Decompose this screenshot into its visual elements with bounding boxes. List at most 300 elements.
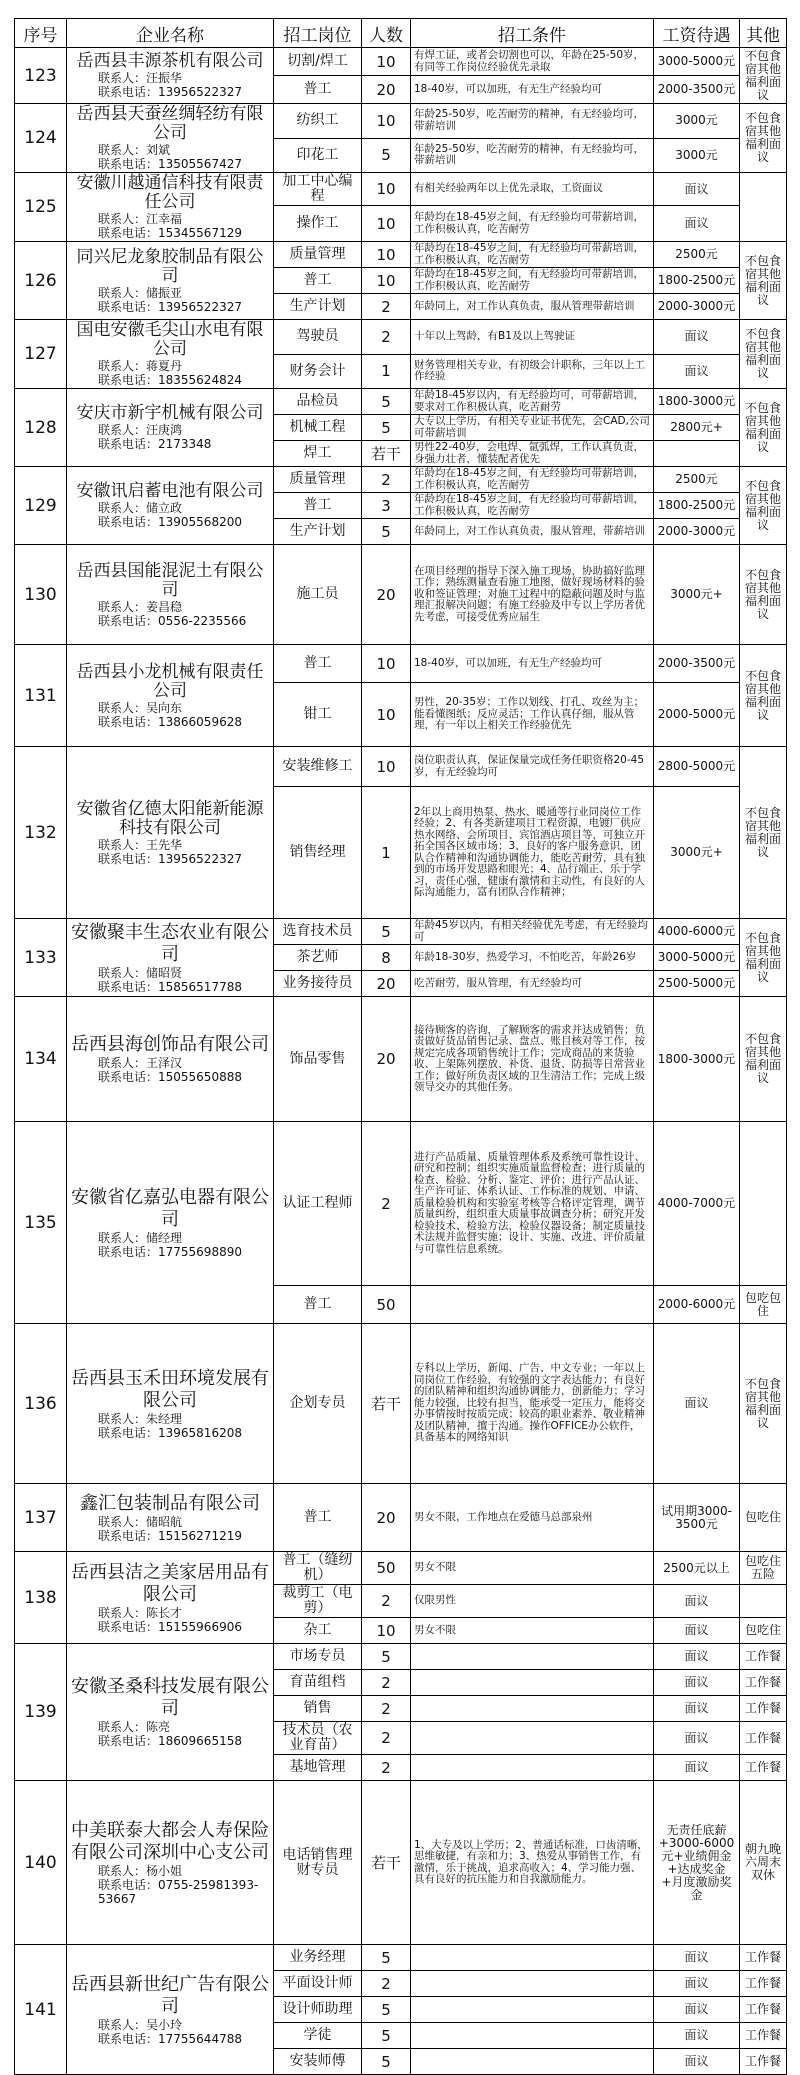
job-requirements xyxy=(411,1945,654,1971)
benefits: 工作餐 xyxy=(740,1997,787,2023)
company-name: 岳西县天蚕丝绸轻纺有限公司 xyxy=(76,104,264,143)
job-wage: 2500元 xyxy=(654,467,740,493)
company-cell xyxy=(67,1484,274,1552)
contact-person: 联系人：陈长才 xyxy=(98,1605,183,1620)
job-count: 10 xyxy=(362,48,411,76)
job-requirements xyxy=(411,1644,654,1670)
job-wage: 1800-2500元 xyxy=(654,493,740,519)
job-count: 2 xyxy=(362,1670,411,1696)
row-number: 127 xyxy=(15,320,67,389)
job-count: 若干 xyxy=(362,441,411,467)
job-count: 10 xyxy=(362,104,411,139)
contact-phone: 联系电话：13956522327 xyxy=(98,299,242,314)
benefits: 不包食宿其他福利面议 xyxy=(740,467,787,545)
row-number: 126 xyxy=(15,242,67,320)
job-wage: 2000-3500元 xyxy=(654,76,740,104)
benefits: 工作餐 xyxy=(740,1644,787,1670)
benefits: 不包食宿其他福利面议 xyxy=(740,919,787,997)
job-requirements: 有焊工证，或者会切割也可以，年龄在25-50岁，有同等工作岗位经验优先录取 xyxy=(411,48,654,76)
job-count: 2 xyxy=(362,1696,411,1722)
contact-phone: 联系电话：2173348 xyxy=(98,437,212,451)
contact-person: 联系人：王先华 xyxy=(98,837,183,852)
job-requirements: 男女不限，工作地点在爱德马总部泉州 xyxy=(411,1484,654,1552)
contact-person: 联系人：陈亮 xyxy=(98,1720,171,1734)
job-count: 10 xyxy=(362,747,411,787)
job-position: 机械工程 xyxy=(274,415,362,441)
row-number: 135 xyxy=(15,1122,67,1324)
contact-person: 联系人：姜昌稳 xyxy=(98,599,183,614)
job-count: 8 xyxy=(362,945,411,971)
row-number: 131 xyxy=(15,645,67,747)
job-requirements: 专科以上学历，新闻、广告、中文专业；一年以上同岗位工作经验，有较强的文字表达能力；有良好的团队精神和组织沟通协调能力，创新能力；学习能力较强，比较有担当，能承受一定压力，能将交办事情按时按质完成；较高的职业素养、敬业精神及团队精神，擅于沟通。操作OFFICE办公软件，具备基本的网络知识 xyxy=(411,1324,654,1484)
job-requirements: 年龄均在18-45岁之间，有无经验均可带薪培训，工作积极认真，吃苦耐劳 xyxy=(411,242,654,268)
company-cell xyxy=(67,747,274,919)
job-position: 财务会计 xyxy=(274,354,362,389)
job-position: 品检员 xyxy=(274,389,362,415)
job-wage: 3000元 xyxy=(654,104,740,139)
job-wage: 4000-7000元 xyxy=(654,1122,740,1286)
job-position: 安装维修工 xyxy=(274,747,362,787)
contact-phone: 联系电话：15156271219 xyxy=(98,1528,242,1543)
company-name: 安徽川越通信科技有限责任公司 xyxy=(76,173,264,212)
company-cell xyxy=(67,467,274,545)
benefits xyxy=(740,1585,787,1618)
company-name: 岳西县丰源茶机有限公司 xyxy=(76,51,264,71)
table-row xyxy=(15,48,787,76)
job-requirements: 财务管理相关专业，有初级会计职称，三年以上工作经验 xyxy=(411,354,654,389)
table-row xyxy=(15,997,787,1122)
job-wage: 面议 xyxy=(654,173,740,206)
header-count: 人数 xyxy=(362,19,411,48)
job-requirements: 在项目经理的指导下深入施工现场，协助搞好监理工作；熟练测量查看施工地图，做好现场材料的验收和签证管理；对施工过程中的隐蔽问题及时与监理汇报解决问题；有施工经验及中专以上学历者优先考虑，可接受优秀应届生 xyxy=(411,545,654,645)
job-requirements: 年龄均在18-45岁之间，有无经验均可带薪培训，工作积极认真，吃苦耐劳 xyxy=(411,467,654,493)
job-count: 1 xyxy=(362,787,411,919)
company-cell xyxy=(67,320,274,389)
job-position: 生产计划 xyxy=(274,294,362,320)
job-wage: 3000-5000元 xyxy=(654,48,740,76)
job-wage: 2500元 xyxy=(654,242,740,268)
job-position: 生产计划 xyxy=(274,519,362,545)
job-count: 20 xyxy=(362,997,411,1122)
job-count: 2 xyxy=(362,1122,411,1286)
job-wage: 面议 xyxy=(654,1722,740,1755)
job-position: 普工 xyxy=(274,268,362,294)
company-cell xyxy=(67,173,274,242)
job-position: 加工中心编程 xyxy=(274,173,362,206)
header-requirements: 招工条件 xyxy=(411,19,654,48)
contact-person: 联系人：储昭航 xyxy=(98,1514,183,1529)
job-wage: 2000-6000元 xyxy=(654,1286,740,1324)
table-row xyxy=(15,1552,787,1585)
contact-phone: 联系电话：18609665158 xyxy=(98,1734,242,1748)
job-wage: 面议 xyxy=(654,1971,740,1997)
job-requirements: 进行产品质量、质量管理体系及系统可靠性设计、研究和控制；组织实施质量监督检查；进行质量的检查、检验、分析、鉴定、评价；进行产品认证、生产许可证、体系认证、工作标准的规划、申请、质量检验机构和实验室考核等合格评定管理，调节质量纠纷，组织重大质量事故调查分析；研究开发检验技术、检验方法，检验仪器设备；制定质量技术法规并监督实施；设计、实施、改进、评价质量与可靠性信息系统。 xyxy=(411,1122,654,1286)
contact-person: 联系人：汪庚鸿 xyxy=(98,423,183,437)
job-position: 纺织工 xyxy=(274,104,362,139)
benefits: 不包食宿其他福利面议 xyxy=(740,389,787,467)
benefits: 不包食宿其他福利面议 xyxy=(740,48,787,104)
job-position: 普工 xyxy=(274,645,362,683)
job-wage: 面议 xyxy=(654,1670,740,1696)
job-requirements: 年龄18-30岁，热爱学习，不怕吃苦，年龄26岁 xyxy=(411,945,654,971)
company-cell xyxy=(67,242,274,320)
company-name: 安徽省亿嘉弘电器有限公司 xyxy=(71,1186,269,1230)
company-name: 鑫汇包装制品有限公司 xyxy=(80,1492,260,1514)
contact-phone: 联系电话：13956522327 xyxy=(98,851,242,866)
table-row xyxy=(15,747,787,787)
company-cell xyxy=(67,919,274,997)
job-count: 20 xyxy=(362,76,411,104)
company-cell xyxy=(67,48,274,104)
job-requirements: 18-40岁，可以加班，有无生产经验均可 xyxy=(411,645,654,683)
job-wage: 3000元 xyxy=(654,138,740,173)
contact-person: 联系人：王泽汉 xyxy=(98,1056,183,1070)
job-wage: 2000-3500元 xyxy=(654,645,740,683)
benefits: 工作餐 xyxy=(740,1670,787,1696)
row-number: 139 xyxy=(15,1644,67,1781)
job-requirements: 岗位职责认真，保证保量完成任务任职资格20-45岁，有无经验均可 xyxy=(411,747,654,787)
contact-phone: 联系电话：13965816208 xyxy=(98,1425,242,1440)
table-row xyxy=(15,173,787,206)
benefits: 包吃住 xyxy=(740,1484,787,1552)
contact-phone: 联系电话：17755644788 xyxy=(98,2031,242,2046)
benefits: 不包食宿其他福利面议 xyxy=(740,645,787,747)
contact-person: 联系人：储振亚 xyxy=(98,285,183,300)
benefits xyxy=(740,173,787,242)
job-count: 20 xyxy=(362,545,411,645)
company-cell xyxy=(67,1781,274,1945)
job-requirements: 男女不限 xyxy=(411,1618,654,1644)
company-cell xyxy=(67,1945,274,2075)
benefits: 工作餐 xyxy=(740,1945,787,1971)
company-name: 岳西县洁之美家居用品有限公司 xyxy=(71,1561,269,1605)
table-row xyxy=(15,242,787,268)
job-requirements: 1、大专及以上学历；2、普通话标准，口齿清晰，思维敏捷，有亲和力；3、热爱从事销售工作，有激情，乐于挑战，追求高收入；4、学习能力强、具有良好的抗压能力和自我激励能力。 xyxy=(411,1781,654,1945)
job-wage: 面议 xyxy=(654,2049,740,2075)
contact-person: 联系人：朱经理 xyxy=(98,1411,183,1426)
benefits: 不包食宿其他福利面议 xyxy=(740,545,787,645)
job-count: 3 xyxy=(362,493,411,519)
company-name: 安徽聚丰生态农业有限公司 xyxy=(71,921,269,965)
contact-phone: 联系电话：13905568200 xyxy=(98,515,242,529)
company-cell xyxy=(67,1552,274,1644)
company-name: 安庆市新宇机械有限公司 xyxy=(76,403,264,423)
job-position: 钳工 xyxy=(274,683,362,747)
contact-person: 联系人：江幸福 xyxy=(98,212,183,226)
company-name: 安徽省亿德太阳能新能源科技有限公司 xyxy=(76,798,264,838)
row-number: 133 xyxy=(15,919,67,997)
job-count: 2 xyxy=(362,320,411,355)
job-requirements xyxy=(411,1971,654,1997)
company-cell xyxy=(67,1644,274,1781)
job-position: 施工员 xyxy=(274,545,362,645)
job-requirements xyxy=(411,1670,654,1696)
job-count: 5 xyxy=(362,2023,411,2049)
benefits: 包吃住五险 xyxy=(740,1552,787,1585)
job-position: 操作工 xyxy=(274,206,362,242)
job-position: 育苗组档 xyxy=(274,1670,362,1696)
job-wage: 面议 xyxy=(654,1324,740,1484)
job-wage: 3000元+ xyxy=(654,787,740,919)
row-number: 141 xyxy=(15,1945,67,2075)
company-name: 安徽讯启蓄电池有限公司 xyxy=(76,481,264,501)
job-position: 技术员（农业育苗） xyxy=(274,1722,362,1755)
job-count: 若干 xyxy=(362,1781,411,1945)
job-wage: 1800-2500元 xyxy=(654,268,740,294)
job-requirements: 年龄同上，对工作认真负责，服从管理带薪培训 xyxy=(411,294,654,320)
job-wage: 2800-5000元 xyxy=(654,747,740,787)
company-name: 安徽圣桑科技发展有限公司 xyxy=(71,1676,269,1719)
table-row xyxy=(15,1781,787,1945)
job-count: 5 xyxy=(362,519,411,545)
row-number: 136 xyxy=(15,1324,67,1484)
company-name: 同兴尼龙象胶制品有限公司 xyxy=(76,246,264,286)
benefits: 工作餐 xyxy=(740,2023,787,2049)
job-wage: 3000元+ xyxy=(654,545,740,645)
job-count: 10 xyxy=(362,645,411,683)
job-wage: 面议 xyxy=(654,320,740,355)
job-position: 销售 xyxy=(274,1696,362,1722)
job-count: 2 xyxy=(362,1971,411,1997)
benefits: 不包食宿其他福利面议 xyxy=(740,104,787,173)
job-requirements xyxy=(411,1722,654,1755)
row-number: 125 xyxy=(15,173,67,242)
table-row xyxy=(15,1945,787,1971)
job-count: 5 xyxy=(362,2049,411,2075)
job-requirements xyxy=(411,1696,654,1722)
job-position: 普工 xyxy=(274,1286,362,1324)
job-requirements: 2年以上商用热泵、热水、暖通等行业同岗位工作经验；2、有各类新建项目工程资源，电镀厂供应热水网络、会所项目、宾馆酒店项目等，可独立开拓全国各区域市场；3、良好的客户服务意识，团队合作精神和沟通协调能力，能吃苦耐劳，具有独到的市场开发思路和眼光；4、品行端正、乐于学习，责任心强，健康有激情和主动性，有良好的人际沟通能力，富有团队合作精神； xyxy=(411,787,654,919)
job-requirements: 年龄均在18-45岁之间，有无经验均可带薪培训，工作积极认真，吃苦耐劳 xyxy=(411,206,654,242)
job-wage: 无责任底薪+3000-6000元+业绩佣金+达成奖金+月度激励奖金 xyxy=(654,1781,740,1945)
job-position: 基地管理 xyxy=(274,1755,362,1781)
job-wage: 面议 xyxy=(654,206,740,242)
benefits: 不包食宿其他福利面议 xyxy=(740,747,787,919)
benefits: 包吃包住 xyxy=(740,1286,787,1324)
job-requirements: 接待顾客的咨询，了解顾客的需求并达成销售；负责做好货品销售记录、盘点、账目核对等工作，按规定完成各项销售统计工作；完成商品的来货验收、上架陈列摆放、补货、退货、防损等日常营业工作；做好所负责区域的卫生清洁工作；完成上级领导交办的其他任务。 xyxy=(411,997,654,1122)
job-requirements xyxy=(411,2049,654,2075)
job-position: 业务接待员 xyxy=(274,971,362,997)
job-position: 普工 xyxy=(274,1484,362,1552)
row-number: 128 xyxy=(15,389,67,467)
table-row xyxy=(15,1122,787,1286)
benefits: 不包食宿其他福利面议 xyxy=(740,242,787,320)
contact-phone: 联系电话：15155966906 xyxy=(98,1619,242,1634)
job-wage: 2800元+ xyxy=(654,415,740,441)
row-number: 138 xyxy=(15,1552,67,1644)
table-row xyxy=(15,1324,787,1484)
job-wage: 面议 xyxy=(654,1696,740,1722)
company-name: 岳西县玉禾田环境发展有限公司 xyxy=(71,1367,269,1411)
job-position: 认证工程师 xyxy=(274,1122,362,1286)
contact-person: 联系人：储经理 xyxy=(98,1230,183,1245)
job-requirements: 男性22-40岁，会电焊、氩弧焊，工作认真负责，身强力壮者，懂装配者优先 xyxy=(411,441,654,467)
job-count: 5 xyxy=(362,138,411,173)
job-wage: 面议 xyxy=(654,1644,740,1670)
table-row xyxy=(15,919,787,945)
job-position: 普工 xyxy=(274,493,362,519)
job-position: 印花工 xyxy=(274,138,362,173)
company-cell xyxy=(67,645,274,747)
benefits: 工作餐 xyxy=(740,1722,787,1755)
job-wage: 试用期3000-3500元 xyxy=(654,1484,740,1552)
job-count: 2 xyxy=(362,1722,411,1755)
header-row xyxy=(15,19,787,48)
contact-phone: 联系电话：15345567129 xyxy=(98,226,242,240)
row-number: 124 xyxy=(15,104,67,173)
contact-person: 联系人：刘斌 xyxy=(98,143,171,157)
header-wage: 工资待遇 xyxy=(654,19,740,48)
table-row xyxy=(15,645,787,683)
job-position: 裁剪工（电剪） xyxy=(274,1585,362,1618)
benefits: 不包食宿其他福利面议 xyxy=(740,320,787,389)
job-count: 5 xyxy=(362,1997,411,2023)
job-wage: 2500元以上 xyxy=(654,1552,740,1585)
job-wage: 面议 xyxy=(654,1618,740,1644)
job-wage xyxy=(654,441,740,467)
header-other: 其他 xyxy=(740,19,787,48)
table-row xyxy=(15,467,787,493)
job-count: 1 xyxy=(362,354,411,389)
contact-person: 联系人：储昭贤 xyxy=(98,965,183,980)
job-wage: 1800-3000元 xyxy=(654,997,740,1122)
job-wage: 面议 xyxy=(654,1585,740,1618)
benefits: 不包食宿其他福利面议 xyxy=(740,997,787,1122)
job-requirements: 年龄18-45岁以内，有无经验均可，可带薪培训，要求对工作积极认真，吃苦耐劳 xyxy=(411,389,654,415)
job-position: 驾驶员 xyxy=(274,320,362,355)
contact-person: 联系人：储立政 xyxy=(98,501,183,515)
table-row xyxy=(15,320,787,355)
job-count: 20 xyxy=(362,1484,411,1552)
job-wage: 2000-3000元 xyxy=(654,519,740,545)
header-no: 序号 xyxy=(15,19,67,48)
benefits: 工作餐 xyxy=(740,1755,787,1781)
job-count: 10 xyxy=(362,242,411,268)
table-row xyxy=(15,104,787,139)
job-count: 2 xyxy=(362,1755,411,1781)
job-count: 10 xyxy=(362,1618,411,1644)
row-number: 129 xyxy=(15,467,67,545)
job-wage: 面议 xyxy=(654,1755,740,1781)
contact-person: 联系人：吴向东 xyxy=(98,700,183,715)
job-requirements: 吃苦耐劳，服从管理，有无经验均可 xyxy=(411,971,654,997)
job-wage: 3000-5000元 xyxy=(654,945,740,971)
job-position: 质量管理 xyxy=(274,467,362,493)
job-count: 10 xyxy=(362,206,411,242)
job-count: 20 xyxy=(362,971,411,997)
job-count: 2 xyxy=(362,294,411,320)
job-requirements xyxy=(411,1755,654,1781)
job-position: 普工 xyxy=(274,76,362,104)
job-requirements: 有相关经验两年以上优先录取，工资面议 xyxy=(411,173,654,206)
job-count: 若干 xyxy=(362,1324,411,1484)
contact-person: 联系人：吴小玲 xyxy=(98,2017,183,2032)
job-count: 5 xyxy=(362,415,411,441)
job-requirements: 十年以上驾龄，有B1及以上驾驶证 xyxy=(411,320,654,355)
job-position: 市场专员 xyxy=(274,1644,362,1670)
job-position: 质量管理 xyxy=(274,242,362,268)
job-count: 50 xyxy=(362,1552,411,1585)
job-position: 电话销售理财专员 xyxy=(274,1781,362,1945)
contact-person: 联系人：汪振华 xyxy=(98,71,183,85)
job-count: 5 xyxy=(362,389,411,415)
company-cell xyxy=(67,545,274,645)
job-requirements: 18-40岁，可以加班，有无生产经验均可 xyxy=(411,76,654,104)
company-name: 岳西县国能混泥土有限公司 xyxy=(76,560,264,600)
job-position: 平面设计师 xyxy=(274,1971,362,1997)
job-position: 设计师助理 xyxy=(274,1997,362,2023)
company-name: 中美联泰大都会人寿保险有限公司深圳中心支公司 xyxy=(71,1819,269,1863)
job-position: 饰品零售 xyxy=(274,997,362,1122)
job-position: 业务经理 xyxy=(274,1945,362,1971)
job-requirements: 年龄25-50岁，吃苦耐劳的精神，有无经验均可，带薪培训 xyxy=(411,104,654,139)
company-cell xyxy=(67,1122,274,1324)
row-number: 130 xyxy=(15,545,67,645)
job-requirements xyxy=(411,1997,654,2023)
company-name: 岳西县海创饰品有限公司 xyxy=(71,1034,269,1055)
company-cell xyxy=(67,997,274,1122)
job-requirements: 男性，20-35岁；工作以划线、打孔、攻丝为主；能看懂图纸；反应灵活；工作认真仔细，服从管理，有一年以上相关工作经验优先 xyxy=(411,683,654,747)
contact-person: 联系人：蒋夏丹 xyxy=(98,359,183,373)
contact-phone: 联系电话：13505567427 xyxy=(98,157,242,171)
job-requirements: 大专以上学历，有相关专业证书优先，会CAD,公司可带薪培训 xyxy=(411,415,654,441)
benefits: 包吃住 xyxy=(740,1618,787,1644)
header-position: 招工岗位 xyxy=(274,19,362,48)
contact-phone: 联系电话：0755-25981393-53667 xyxy=(98,1877,259,1906)
job-count: 10 xyxy=(362,683,411,747)
job-requirements: 年龄45岁以内，有相关经验优先考虑，有无经验均可 xyxy=(411,919,654,945)
contact-phone: 联系电话：15856517788 xyxy=(98,979,242,994)
benefits: 工作餐 xyxy=(740,1696,787,1722)
benefits: 工作餐 xyxy=(740,2049,787,2075)
row-number: 140 xyxy=(15,1781,67,1945)
job-wage: 1800-3000元 xyxy=(654,389,740,415)
row-number: 137 xyxy=(15,1484,67,1552)
job-position: 普工（缝纫机） xyxy=(274,1552,362,1585)
job-wage: 4000-6000元 xyxy=(654,919,740,945)
job-wage: 面议 xyxy=(654,1945,740,1971)
job-requirements xyxy=(411,1286,654,1324)
job-wage: 面议 xyxy=(654,354,740,389)
job-count: 2 xyxy=(362,467,411,493)
job-wage: 2000-5000元 xyxy=(654,683,740,747)
table-body xyxy=(15,48,787,2075)
job-position: 选育技术员 xyxy=(274,919,362,945)
company-name: 岳西县小龙机械有限责任公司 xyxy=(76,661,264,701)
contact-phone: 联系电话：15055650888 xyxy=(98,1070,242,1084)
company-cell xyxy=(67,1324,274,1484)
job-position: 安装师傅 xyxy=(274,2049,362,2075)
job-requirements: 年龄同上，对工作认真负责，服从管理，带薪培训 xyxy=(411,519,654,545)
job-position: 企划专员 xyxy=(274,1324,362,1484)
job-position: 焊工 xyxy=(274,441,362,467)
job-requirements: 年龄均在18-45岁之间，有无经验均可带薪培训，工作积极认真，吃苦耐劳 xyxy=(411,493,654,519)
table-row xyxy=(15,1644,787,1670)
job-wage: 面议 xyxy=(654,1997,740,2023)
company-name: 岳西县新世纪广告有限公司 xyxy=(71,1973,269,2017)
contact-phone: 联系电话：17755698890 xyxy=(98,1244,242,1259)
job-count: 5 xyxy=(362,919,411,945)
job-count: 10 xyxy=(362,268,411,294)
job-count: 2 xyxy=(362,1585,411,1618)
contact-person: 联系人：杨小姐 xyxy=(98,1863,183,1878)
row-number: 123 xyxy=(15,48,67,104)
company-cell xyxy=(67,389,274,467)
company-name: 国电安徽毛尖山水电有限公司 xyxy=(76,320,264,359)
contact-phone: 联系电话：13956522327 xyxy=(98,85,242,99)
job-position: 销售经理 xyxy=(274,787,362,919)
job-count: 10 xyxy=(362,173,411,206)
